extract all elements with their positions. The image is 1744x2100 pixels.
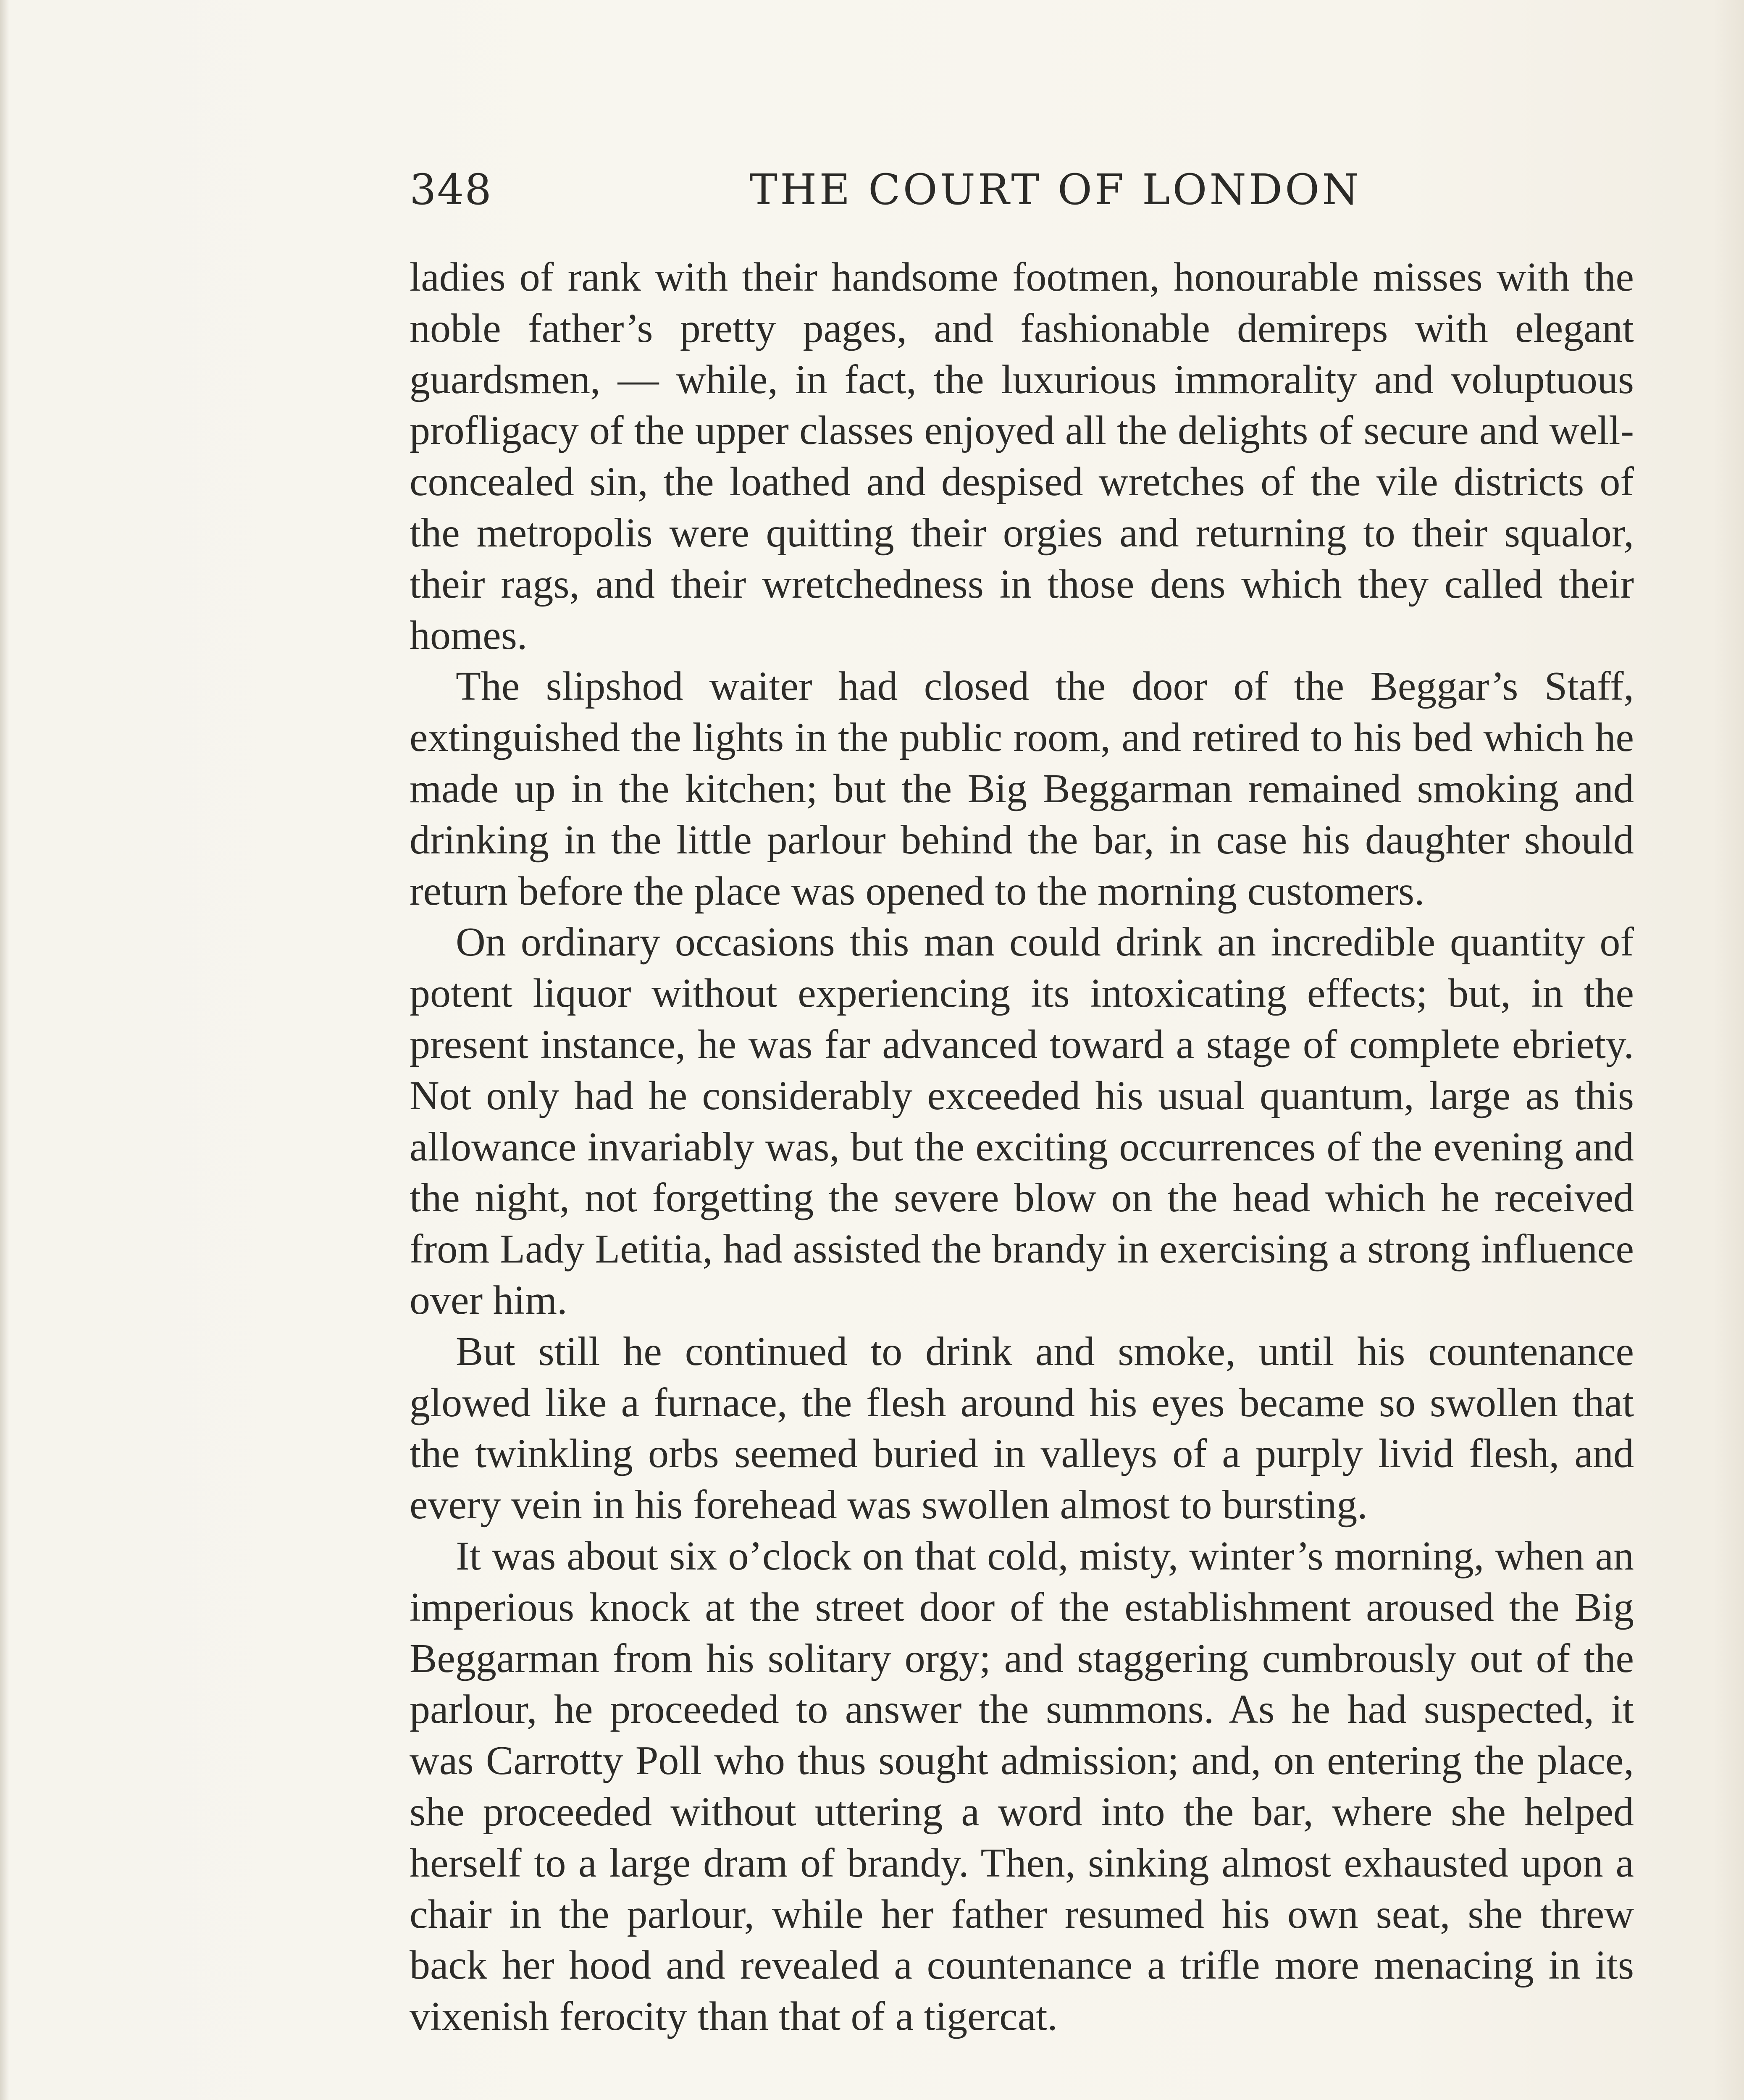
paragraph-5: It was about six o’clock on that cold, misty, winter’s morning, when an imperious knock at the street door of the establishment aroused the Big Beggarman from his solitary orgy; and staggering cumbrously out of the parlour, he proceeded to answer the summons. As he had suspected, it was Carrotty Poll who thus sought admission; and, on entering the place, she proceeded without uttering a word into the bar, where she helped herself to a large dram of brandy. Then, sinking almost exhausted upon a chair in the parlour, while her father resumed his own seat, she threw back her hood and revealed a countenance a trifle more menacing in its vixenish ferocity than that of a tigercat. xyxy=(410,1533,1634,2040)
page-number: 348 xyxy=(410,165,492,214)
running-head xyxy=(410,156,1634,223)
paragraph-1: ladies of rank with their handsome footmen, honourable misses with the noble father’s pretty pages, and fashionable demireps with elegant guardsmen, — while, in fact, the luxurious immorality and voluptuous profligacy of the upper classes enjoyed all the delights of secure and well-concealed sin, the loathed and despised wretches of the vile districts of the metropolis were quitting their orgies and returning to their squalor, their rags, and their wretchedness in those dens which they called their homes. xyxy=(410,255,1634,658)
page-edge-right xyxy=(1715,0,1744,2100)
book-title: THE COURT OF LONDON xyxy=(749,165,1361,214)
body-text xyxy=(410,252,1634,2042)
paragraph-2: The slipshod waiter had closed the door of the Beggar’s Staff, extinguished the lights in the public room, and retired to his bed which he made up in the kitchen; but the Big Beggarman remained smoking and drinking in the little parlour behind the bar, in case his daughter should return before the place was opened to the morning customers. xyxy=(410,664,1634,914)
paragraph-4: But still he continued to drink and smoke, until his countenance glowed like a furnace, the flesh around his eyes became so swollen that the twinkling orbs seemed buried in valleys of a purply livid flesh, and every vein in his forehead was swollen almost to bursting. xyxy=(410,1328,1634,1528)
paragraph-3: On ordinary occasions this man could drink an incredible quantity of potent liquor without experiencing its intoxicating effects; but, in the present instance, he was far advanced toward a stage of complete ebriety. Not only had he considerably exceeded his usual quantum, large as this allowance invariably was, but the exciting occurrences of the evening and the night, not forgetting the severe blow on the head which he received from Lady Letitia, had assisted the brandy in exercising a strong influence over him. xyxy=(410,919,1634,1323)
page-edge-left xyxy=(0,0,9,2100)
